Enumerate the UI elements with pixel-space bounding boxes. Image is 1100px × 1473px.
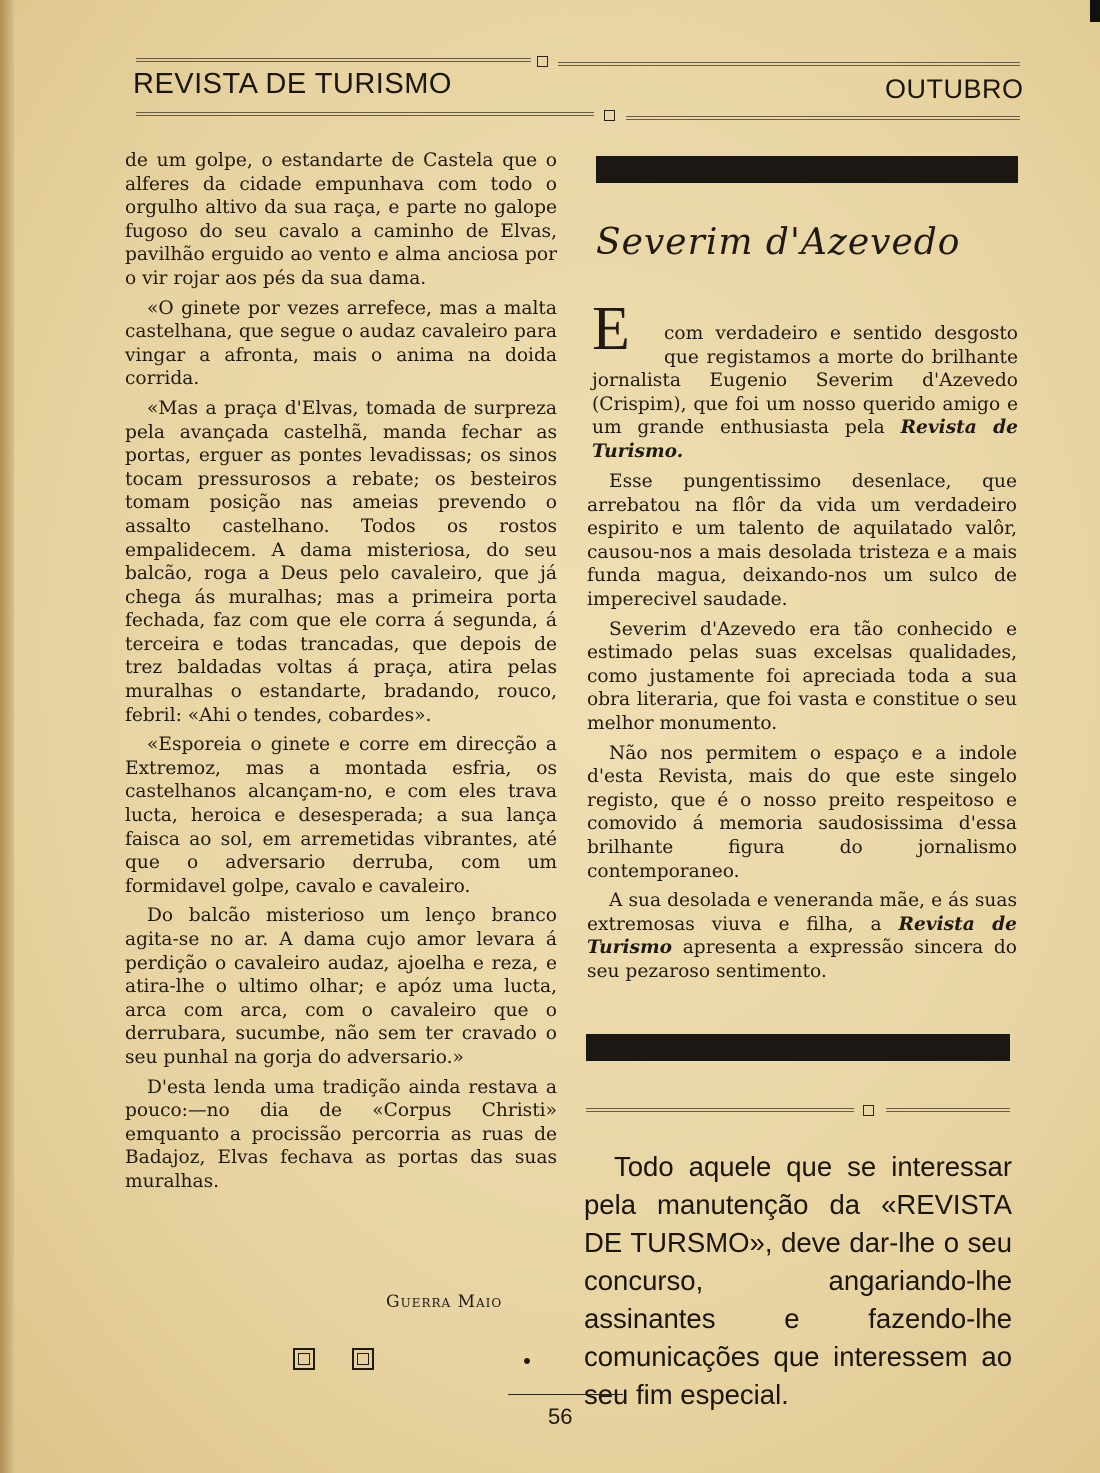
- separator-rule-left: [586, 1108, 854, 1112]
- obituary-title: Severim d'Azevedo: [596, 222, 961, 263]
- footer-rule: [508, 1394, 623, 1395]
- obituary-paragraph: Severim d'Azevedo era tão conhecido e estimado pelas suas excelsas qualidades, como justamente foi apreciada toda a sua obra literaria, que foi vasta e constitue o seu melhor monumento.: [587, 618, 1017, 734]
- magazine-title: REVISTA DE TURISMO: [133, 68, 452, 100]
- drop-cap: E: [592, 295, 630, 363]
- issue-month: OUTUBRO: [885, 74, 1024, 104]
- obituary-paragraph: Não nos permitem o espaço e a indole d'esta Revista, mais do que este singelo registo, que é o nosso preito respeitoso e comovido á memoria saudosissima d'essa brilhante figura do jornalismo contemporaneo.: [587, 742, 1017, 882]
- intro-rest: que registamos a morte do brilhante jornalista Eugenio Severim d'Azevedo (Crispim), que foi um nosso querido amigo e um grande enthusiasta pela Revista de Turismo.: [592, 346, 1019, 462]
- article-paragraph: D'esta lenda uma tradição ainda restava a pouco:—no dia de «Corpus Christi» emquanto a procissão percorria as ruas de Badajoz, Elvas fechava as portas das suas muralhas.: [125, 1076, 557, 1192]
- page-number: 56: [548, 1404, 573, 1429]
- magazine-name-italic: Revista de Turismo.: [592, 417, 1019, 462]
- obituary-intro: [592, 322, 1018, 464]
- subscription-notice: Todo aquele que se interessar pela manutenção da «REVISTA DE TURSMO», deve dar-lhe o seu concurso, angariando-lhe assinantes e fazendo-lhe comunicações que interessem ao seu fim especial.: [584, 1151, 1012, 1410]
- page-corner-mark: [1090, 0, 1100, 22]
- square-ornament-icon: [863, 1105, 874, 1116]
- article-paragraph: Do balcão misterioso um lenço branco agita-se no ar. A dama cujo amor levara á perdição o cavaleiro audaz, ajoelha e reza, e atira-lhe o ultimo olhar; e apóz uma lucta, arca com arca, com o cavaleiro que o derrubara, sucumbe, não sem ter cravado o seu punhal na gorja do adversario.»: [125, 905, 557, 1068]
- obituary-paragraph: Esse pungentissimo desenlace, que arrebatou na flôr da vida um verdadeiro espirito e um talento de aquilatado valôr, causou-nos a mais desolada tristeza e a mais funda magua, deixando-nos um sulco de imperecivel saudade.: [587, 471, 1017, 610]
- right-column-obituary: [587, 470, 1017, 989]
- separator-rule-right: [886, 1108, 1010, 1112]
- black-mourning-band-bottom: [586, 1034, 1010, 1061]
- black-mourning-band-top: [596, 156, 1018, 183]
- article-paragraph: «Mas a praça d'Elvas, tomada de surpreza pela avançada castelhã, manda fechar as portas, erguer as pontes levadissas; os sinos tocam pressurosos a rebate; os besteiros tomam posição nas ameias prevendo o assalto castelhano. Todos os rostos empalidecem. A dama misteriosa, do seu balcão, roga a Deus pelo cavaleiro, que já chega ás muralhas; mas a primeira porta fechada, faz com que ele corra á segunda, á terceira e todas trancadas, que depois de trez baldadas voltas á praça, atira pelas muralhas o estandarte, bradando, rouco, febril: «Ahi o tendes, cobardes».: [125, 397, 557, 726]
- obituary-paragraph: A sua desolada e veneranda mãe, e ás suas extremosas viuva e filha, a Revista de Turismo apresenta a expressão sincera do seu pezaroso sentimento.: [587, 890, 1017, 982]
- article-paragraph: de um golpe, o estandarte de Castela que o alferes da cidade empunhava com todo o orgulho altivo da sua raça, e parte no galope fugoso do seu cavalo a caminho de Elvas, pavilhão erguido ao vento e alma anciosa por o vir rojar aos pés da sua dama.: [125, 150, 557, 289]
- page-spine-edge: [0, 0, 14, 1473]
- square-ornament-icon: [537, 56, 548, 67]
- article-paragraph: «Esporeia o ginete e corre em direcção a Extremoz, mas a montada esfria, os castelhanos alcançam-no, e com eles trava lucta, heroica e desesperada; a sua lança faisca ao sol, em arremetidas vibrantes, até que o adversario derruba, com um formidavel golpe, cavalo e cavaleiro.: [125, 734, 557, 897]
- header-top-rule-left: [136, 58, 531, 62]
- left-column-article: [125, 149, 557, 1200]
- square-ornament-icon: [604, 110, 615, 121]
- intro-first-line: com verdadeiro e sentido desgosto: [664, 323, 1018, 344]
- article-paragraph: «O ginete por vezes arrefece, mas a malta castelhana, que segue o audaz cavaleiro para vingar a afronta, mais o anima na doida corrida.: [125, 297, 557, 390]
- end-box-ornament-icon: [293, 1348, 315, 1370]
- header-top-rule-right: [558, 62, 1020, 66]
- author-signature: Guerra Maio: [386, 1292, 503, 1312]
- end-box-ornament-icon: [352, 1348, 374, 1370]
- header-bottom-rule-left: [136, 112, 594, 116]
- dot-ornament-icon: [524, 1358, 530, 1364]
- magazine-name-italic: Revista de Turismo: [587, 913, 1017, 959]
- header-bottom-rule-right: [626, 116, 1020, 120]
